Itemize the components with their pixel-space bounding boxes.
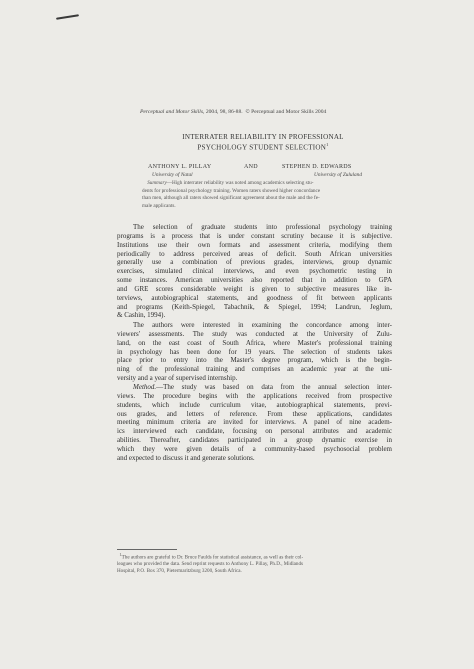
article-title bbox=[158, 133, 368, 152]
body-line: students, which include curriculum vitae, autobiographical statements, previ- bbox=[117, 400, 392, 409]
body-line: viewers' assessments. The study was conducted at the University of Zulu- bbox=[117, 329, 392, 338]
footnote-line: The authors are grateful to Dr. Bruce Faulds for statistical assistance, as well as their col- bbox=[121, 554, 304, 561]
title-footnote-marker: 1 bbox=[326, 142, 329, 148]
body-line: views. The procedure begins with the applications received from prospective bbox=[117, 391, 392, 400]
affiliation-first: University of Natal bbox=[152, 172, 193, 178]
summary-abstract bbox=[142, 180, 364, 210]
title-line-1: INTERRATER RELIABILITY IN PROFESSIONAL bbox=[182, 133, 344, 141]
footnote bbox=[117, 552, 392, 574]
author-first: ANTHONY L. PILLAY bbox=[148, 164, 212, 170]
footnote-line: Hospital, P.O. Box 370, Pietermaritzburg 3200, South Africa. bbox=[117, 567, 242, 574]
author-connector: AND bbox=[244, 164, 258, 170]
author-second: STEPHEN D. EDWARDS bbox=[282, 164, 352, 170]
body-line: land, on the east coast of South Africa, where Master's professional training bbox=[117, 338, 392, 347]
journal-citation: , 2004, 98, 86-88. bbox=[203, 109, 243, 115]
running-head bbox=[140, 109, 380, 115]
paragraph-introduction bbox=[117, 223, 392, 320]
paragraph-method bbox=[117, 383, 392, 463]
pen-stroke-mark bbox=[56, 14, 79, 20]
footnote-divider bbox=[117, 549, 177, 550]
summary-line: male applicants. bbox=[142, 202, 176, 209]
body-line: and programs (Keith-Spiegel, Tabachnik, & Spiegel, 1994; Landrun, Jeglum, bbox=[117, 302, 392, 311]
affiliation-second: University of Zululand bbox=[314, 172, 362, 178]
body-line: Institutions use their own formats and assessment criteria, modifying them bbox=[117, 240, 392, 249]
journal-name: Perceptual and Motor Skills bbox=[140, 109, 204, 115]
body-line: generally use a combination of previous grades, interviews, group dynamic bbox=[117, 258, 392, 267]
method-heading: Method. bbox=[133, 383, 157, 391]
body-line: and GRE scores considerable weight is given to subjective measures like in- bbox=[117, 284, 392, 293]
summary-line: —High interrater reliability was noted among academics selecting stu- bbox=[166, 180, 314, 186]
body-line: —The study was based on data from the annual selection inter- bbox=[156, 383, 392, 391]
body-line: programs is a process that is under constant scrutiny because it is subjective. bbox=[117, 231, 392, 240]
body-line: versity and a year of supervised internship. bbox=[117, 374, 238, 383]
body-line: The selection of graduate students into professional psychology training bbox=[133, 223, 392, 231]
footnote-line: leagues who provided the data. Send reprint requests to Anthony L. Pillay, Ph.D., Midlands bbox=[117, 561, 303, 568]
body-line: some instances. American universities also reported that in addition to GPA bbox=[117, 276, 392, 285]
body-line: in psychology has been done for 19 years. The selection of students takes bbox=[117, 347, 392, 356]
copyright-notice: © Perceptual and Motor Skills 2004 bbox=[245, 109, 327, 115]
summary-line: than men, although all raters showed significant agreement about the male and the fe- bbox=[142, 195, 320, 201]
title-line-2: PSYCHOLOGY STUDENT SELECTION bbox=[197, 143, 327, 152]
body-line: which they were given details of a community-based psychosocial problem bbox=[117, 444, 392, 453]
body-line: periodically to address perceived areas of deficit. South African universities bbox=[117, 249, 392, 258]
body-line: terviews, autobiographical statements, and goodness of fit between applicants bbox=[117, 293, 392, 302]
paragraph-study bbox=[117, 321, 392, 383]
body-line: The authors were interested in examining the concordance among inter- bbox=[133, 321, 392, 329]
summary-line: dents for professional psychology training. Women raters showed higher concordance bbox=[142, 187, 321, 194]
body-line: ous grades, and letters of reference. From these applications, candidates bbox=[117, 409, 392, 418]
body-line: abilities. Thereafter, candidates participated in a group dynamic exercise in bbox=[117, 436, 392, 445]
footnote-marker: 1 bbox=[119, 552, 122, 557]
summary-lead: Summary bbox=[147, 180, 167, 186]
body-line: meeting minimum criteria are invited for interviews. A panel of nine academ- bbox=[117, 418, 392, 427]
body-line: ning of the professional training and comprises an academic year at the uni- bbox=[117, 365, 392, 374]
body-line: ics interviewed each candidate, focusing on personal attributes and academic bbox=[117, 427, 392, 436]
body-line: exercises, simulated clinical interviews, and even psychometric testing in bbox=[117, 267, 392, 276]
body-line: and expected to discuss it and generate solutions. bbox=[117, 453, 255, 462]
body-line: place prior to entry into the Master's degree program, which is the begin- bbox=[117, 356, 392, 365]
body-line: & Cashin, 1994). bbox=[117, 311, 166, 320]
